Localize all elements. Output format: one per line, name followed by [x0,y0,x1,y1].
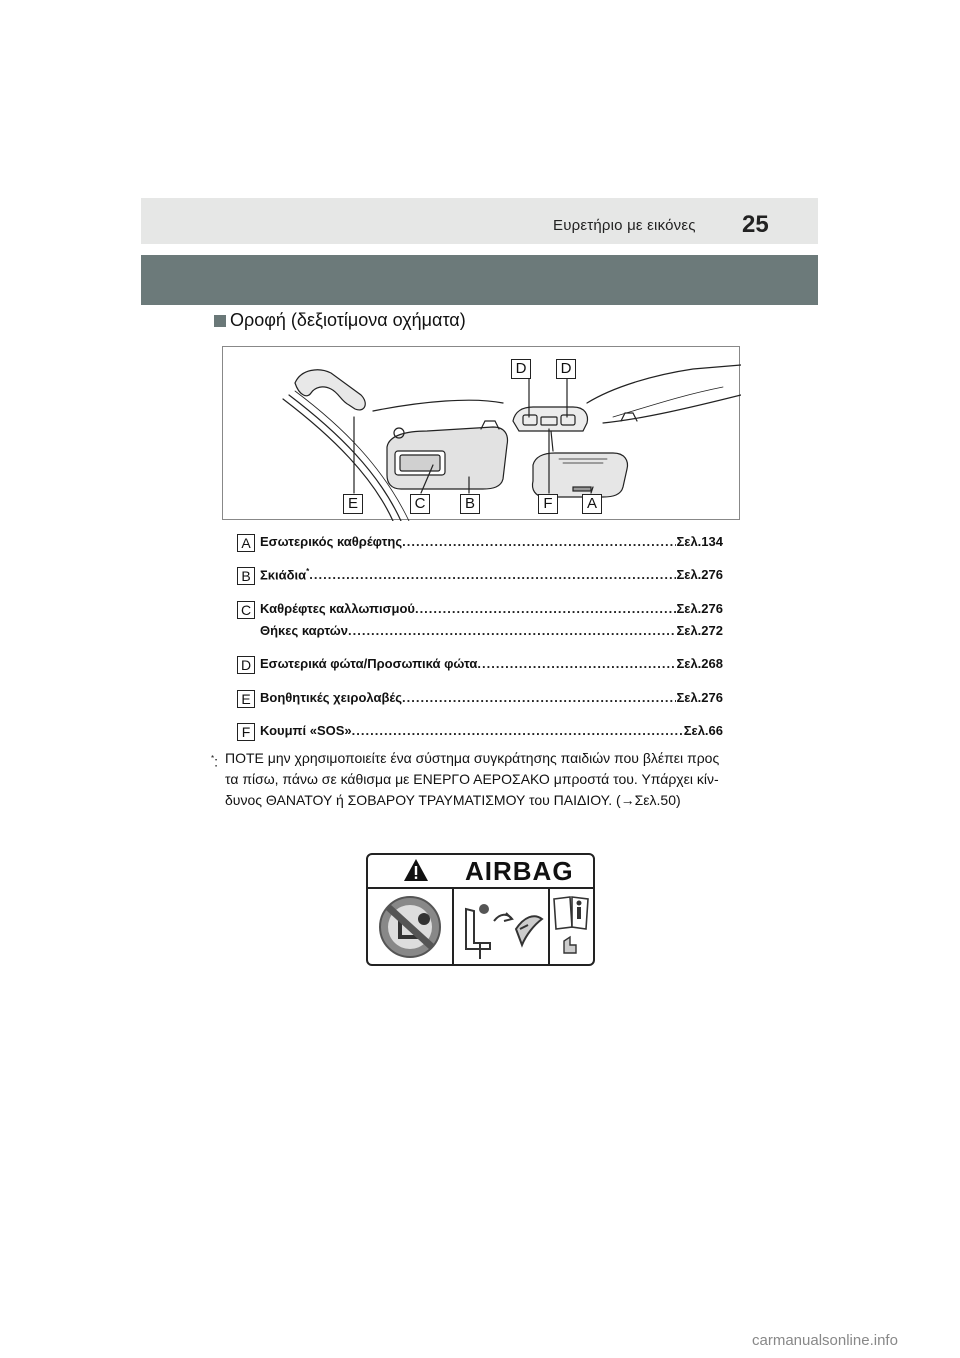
legend-page-ref[interactable]: Σελ.268 [676,656,723,671]
footnote-line: δυνος ΘΑΝΑΤΟΥ ή ΣΟΒΑΡΟΥ ΤΡΑΥΜΑΤΙΣΜΟΥ του ΠΑΙΔΙΟΥ. (→Σελ.50) [225,792,681,808]
airbag-deploy-icon [454,889,548,966]
legend-label: Καθρέφτες καλλωπισμού [260,601,415,616]
leader-dots [415,601,677,616]
airbag-warning-label [366,853,595,966]
read-manual-icon [550,889,595,966]
legend-letter: A [237,534,255,552]
section-title-text: Οροφή (δεξιοτίμονα οχήματα) [230,310,466,330]
legend-letter: E [237,690,255,708]
legend-label: Κουμπί «SOS» [260,723,352,738]
legend-label: Σκιάδια [260,567,307,583]
legend-label: Θήκες καρτών [260,623,348,638]
legend-page-ref[interactable]: Σελ.272 [676,623,723,638]
legend-label: Βοηθητικές χειρολαβές [260,690,403,705]
no-rear-facing-seat-icon [370,889,450,966]
callout-b: B [460,494,480,514]
legend-page-ref[interactable]: Σελ.276 [676,690,723,705]
leader-dots [352,723,684,738]
header-title: Ευρετήριο με εικόνες [553,217,696,234]
footnote-colon: : [214,753,219,770]
legend-label: Εσωτερικά φώτα/Προσωπικά φώτα [260,656,478,671]
legend-item-interior-lights [237,656,723,676]
legend-letter: C [237,601,255,619]
ceiling-illustration [222,346,740,520]
leader-dots [309,567,676,582]
warning-triangle-icon [403,858,429,882]
callout-e: E [343,494,363,514]
footnote-line: τα πίσω, πάνω σε κάθισμα με ΕΝΕΡΓΟ ΑΕΡΟΣΑΚΟ μπροστά του. Υπάρχει κίν- [225,771,719,787]
legend-page-ref[interactable]: Σελ.134 [676,534,723,549]
legend-letter: F [237,723,255,741]
header-bar [141,198,818,244]
ceiling-drawing [223,347,741,521]
legend-item-sos-button [237,723,723,743]
legend-letter: B [237,567,255,585]
legend-item-assist-grips [237,690,723,710]
leader-dots [348,623,676,638]
footnote-asterisk: * [211,754,215,763]
legend-page-ref[interactable]: Σελ.66 [683,723,723,738]
legend-item-card-holders [237,623,723,643]
section-banner [141,255,818,305]
airbag-label-header [368,855,593,889]
leader-dots [477,656,676,671]
legend-label: Εσωτερικός καθρέφτης [260,534,403,549]
square-bullet-icon [214,315,226,327]
footnote-text [225,748,743,811]
section-title [214,310,466,331]
callout-c: C [410,494,430,514]
leader-dots [402,534,676,549]
airbag-word: AIRBAG [465,856,574,886]
footnote-marker: * [306,567,310,576]
legend-item-sun-visors [237,567,723,587]
page-number: 25 [742,211,769,238]
callout-d-right: D [556,359,576,379]
legend-page-ref[interactable]: Σελ.276 [676,601,723,616]
watermark: carmanualsonline.info [752,1332,898,1349]
legend-item-interior-mirror [237,534,723,554]
legend-letter: D [237,656,255,674]
legend-page-ref[interactable]: Σελ.276 [676,567,723,583]
leader-dots [402,690,676,705]
callout-a: A [582,494,602,514]
legend-item-vanity-mirrors [237,601,723,621]
callout-d-left: D [511,359,531,379]
callout-f: F [538,494,558,514]
footnote-line: ΠΟΤΕ μην χρησιμοποιείτε ένα σύστημα συγκράτησης παιδιών που βλέπει προς [225,750,720,766]
